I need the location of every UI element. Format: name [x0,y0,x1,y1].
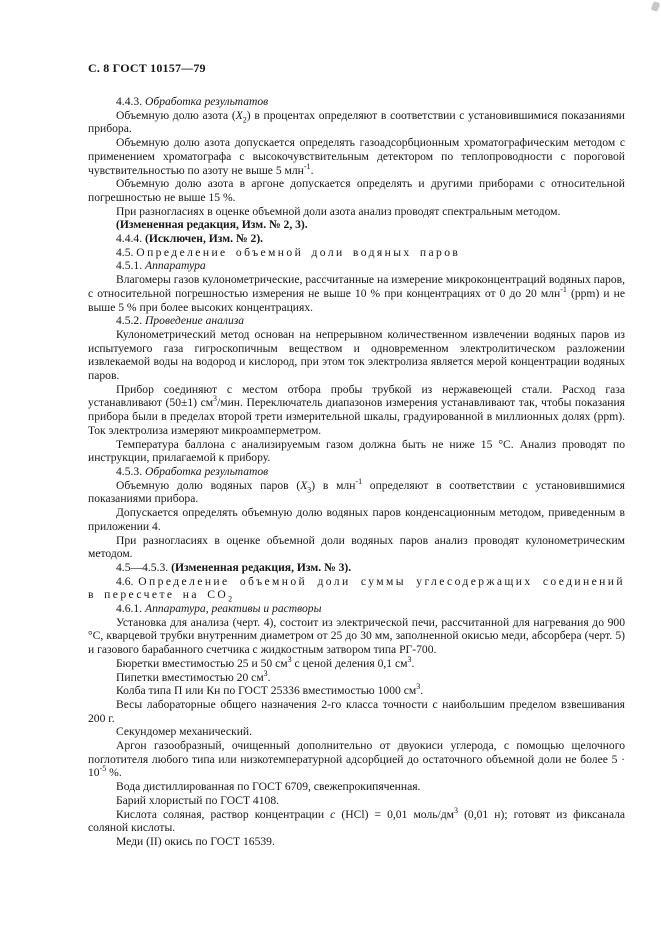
text-run: ) в процентах определяют в соответствии с установившимися показаниями прибора. [88,108,626,136]
text-run: 2 [228,594,233,604]
text-run: (0,01 н); готовят из фиксанала соляной кислоты. [88,807,625,835]
text-run: Проведение анализа [144,314,245,328]
text-run: 3 [454,805,458,815]
text-run: 4.5. [116,245,137,259]
paragraph [88,698,625,725]
text-run: Аргон газообразный, очищенный дополнительно от двуокиси углерода, с помощью щелочного поглотителя любого типа или низкотемпературной адсорбцией до остаточного объемной доли не более 5 · 10 [88,739,625,780]
text-run: Аппаратура, реактивы и растворы [144,602,322,616]
text-run: 4.5.2. [116,314,145,328]
text-run: определяют в соответствии с установившимися показаниями прибора. [88,478,625,506]
paragraph [88,506,625,533]
paragraph [88,232,625,246]
paragraph [88,438,625,465]
paragraph [88,602,625,616]
text-run: . [411,656,415,670]
text-run: 3 [263,668,268,678]
text-run: Обработка результатов [144,464,269,478]
text-run: 4.5.3. [116,464,145,478]
text-run: Объемную долю водяных паров ( [116,478,301,492]
paragraph [88,654,625,671]
scan-artifact-mark [651,1,661,12]
paragraph [88,835,625,849]
text-run: Барий хлористый по ГОСТ 4108. [116,793,280,807]
text-run: Объемную долю азота ( [116,108,236,122]
text-run: (Измененная редакция, Изм. № 3). [171,560,352,574]
paragraph [88,684,625,698]
text-run: Бюретки вместимостью 25 и 50 см [116,656,288,670]
text-run: (НСl) = 0,01 моль/дм [335,807,454,821]
paragraph [88,805,625,835]
paragraph [88,328,625,383]
paragraph [88,780,625,794]
text-run: 4.5—4.5.3. [116,560,172,574]
paragraph [88,383,625,438]
text-run: Обработка результатов [144,95,269,108]
paragraph [88,561,625,575]
text-run: Объемную долю азота в аргоне допускается определять и другими приборами с относительной погрешностью не выше 15 %. [88,177,625,204]
text-run: Определение объемной доли водяных паров [136,245,461,259]
text-run: с [330,807,336,821]
text-run: Х [235,108,243,122]
text-run: Допускается определять объемную долю водяных паров конденсационным методом, приведенным в приложении 4. [88,506,625,533]
paragraph [88,616,625,657]
text-run: с ценой деления 0,1 см [291,656,408,670]
text-run: Влагомеры газов кулонометрические, рассчитанные на измерение микроконцентраций водяных паров, с относительной погрешностью измерения не выше 10 % при концентрациях от 0 до 20 млн [88,273,625,300]
text-run: 4.4.3. [116,95,145,108]
paragraph [88,575,625,602]
text-run: Определение объемной доли суммы углесодержащих соединений в пересчете на СО [88,574,625,602]
paragraph [88,109,625,136]
text-run: 3 [307,485,312,494]
text-run: ) в млн [311,478,356,492]
text-run: Температура баллона с анализируемым газом должна быть не ниже 15 °С. Анализ проводят по инструкции, прилагаемой к прибору. [88,437,625,465]
paragraph [88,739,625,780]
text-run: Установка для анализа (черт. 4), состоит из электрической печи, рассчитанной для нагревания до 900 °С, кварцевой трубки внутренним диаметром от 25 до 30 мм, заполненной окисью меди, абсорбера (черт. 5) и газового барабанного счетчика с жидкостным затвором типа РГ-700. [88,615,625,657]
text-run: 4.6.1. [116,602,145,616]
paragraph [88,668,625,685]
text-run: (Измененная редакция, Изм. № 2, 3). [116,218,308,232]
text-run: Аппаратура [144,259,206,273]
text-run: 2 [242,115,247,125]
text-run: /мин. Переключатель диапазонов измерения устанавливают так, чтобы показания прибора были в пределах второй трети измерительной шкалы, градуированной в миллионных долях (ррm). Ток электролиза измеряют микроамперметром. [88,396,625,437]
text-run: При разногласиях в оценке объемной доли водяных паров анализ проводят кулонометрическим методом. [88,533,625,561]
text-run: Весы лабораторные общего назначения 2-го класса точности с наибольшим пределом взвешивания 200 г. [88,697,625,725]
text-run: Объемную долю азота допускается определять газоадсорбционным хроматографическим методом с применением хроматографа с высокочувствительным детектором по теплопроводности с пороговой чувствительностью по азоту не выше 5 млн [88,136,625,177]
page-header: С. 8 ГОСТ 10157—79 [88,61,206,75]
paragraph [88,205,625,219]
paragraph [88,177,625,204]
text-run: -5 [99,764,107,774]
paragraph [88,136,625,177]
text-run: . [310,163,314,177]
text-run: При разногласиях в оценке объемной доли азота анализ проводят спектральным методом. [116,204,561,218]
text-run: Х [300,478,308,492]
paragraph [88,273,625,314]
text-run: . [420,684,424,698]
text-run: 3 [287,654,292,664]
document-body [88,95,625,849]
text-run: Кислота соляная, раствор концентрации [116,807,331,821]
text-run: 3 [213,394,218,404]
paragraph [88,476,625,506]
text-run: (ррm) и не выше 5 % при более высоких концентрациях. [88,286,625,314]
paragraph [88,725,625,739]
text-run: -1 [355,476,363,486]
paragraph [88,246,625,260]
text-run: Меди (II) окись по ГОСТ 16539. [116,834,275,848]
text-run: Колба типа П или Кн по ГОСТ 25336 вместимостью 1000 см [116,684,417,698]
text-run: Секундомер механический. [116,725,253,739]
text-run: Прибор соединяют с местом отбора пробы трубкой из нержавеющей стали. Расход газа устанавливают (50±1) см [88,382,625,410]
text-run: -1 [303,161,311,171]
text-run: (Исключен, Изм. № 2). [144,232,264,246]
text-run: Вода дистиллированная по ГОСТ 6709, свежепрокипяченная. [116,780,421,794]
text-run: Кулонометрический метод основан на непрерывном количественном извлечении водяных паров из испытуемого газа гигроскопичным веществом и одновременном электролитическом разложении извлекаемой воды на водород и кислород, при этом ток электролиза является мерой концентрации водяных паров. [88,327,625,383]
text-run: Пипетки вместимостью 20 см [116,670,264,684]
text-run: . [267,670,271,684]
paragraph [88,95,625,109]
text-run: -1 [560,284,567,294]
text-run: 3 [407,654,412,664]
text-run: 4.6. [116,574,139,588]
paragraph [88,259,625,273]
paragraph [88,218,625,232]
paragraph [88,314,625,328]
paragraph [88,534,625,561]
text-run: %. [106,766,122,780]
text-run: 4.5.1. [116,259,145,273]
paragraph [88,794,625,808]
text-run: 4.4.4. [116,232,145,246]
text-run: 3 [416,682,421,692]
